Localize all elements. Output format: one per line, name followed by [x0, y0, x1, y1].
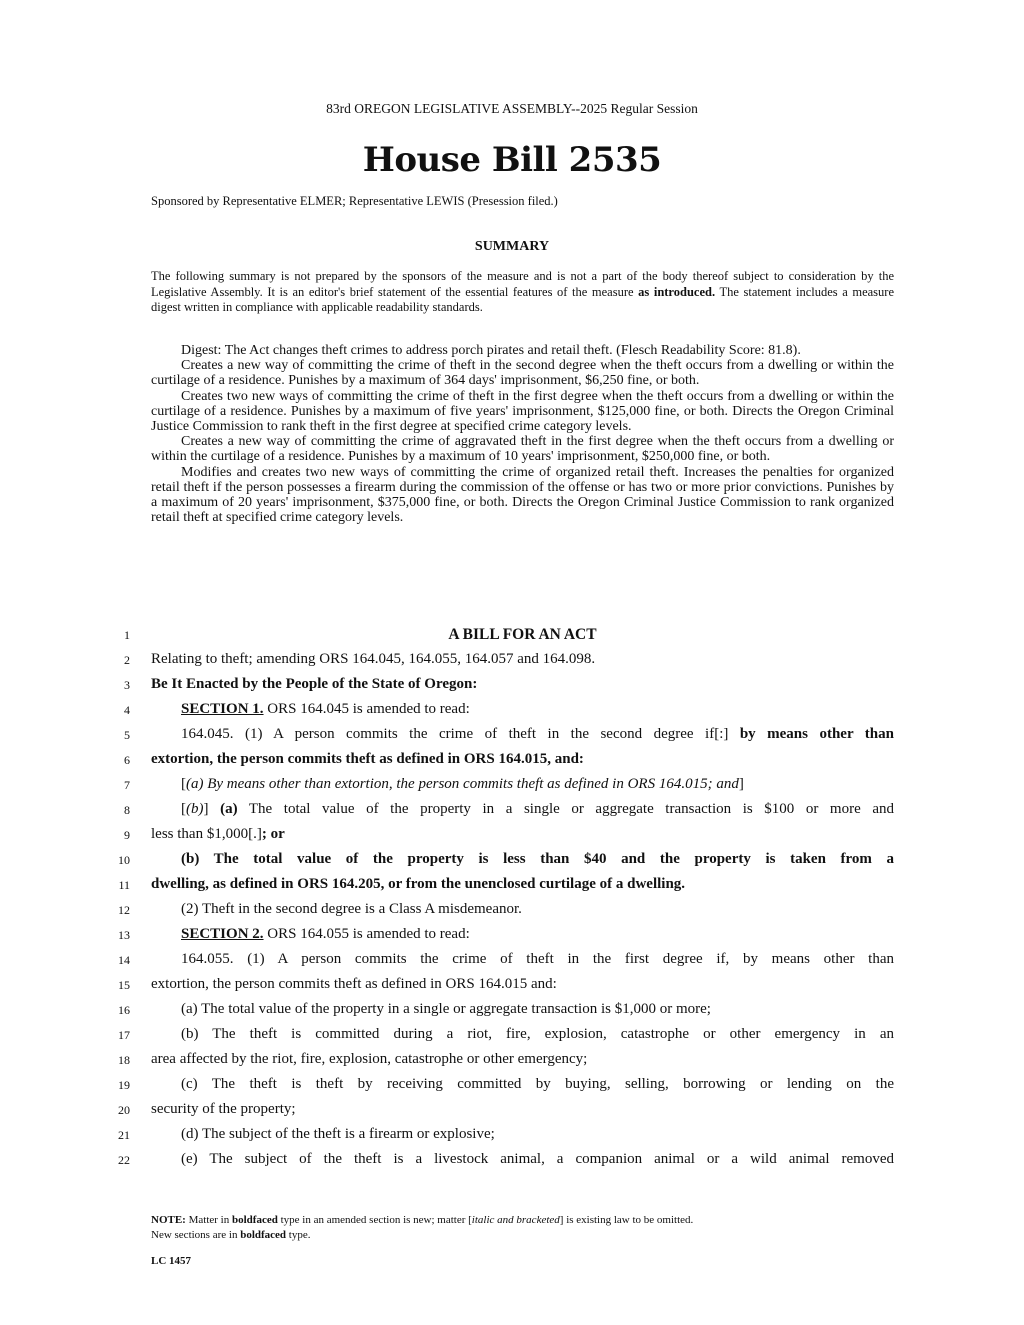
bill-line: [(b)] (a) The total value of the property in a single or aggregate transaction is $100 or more and: [181, 801, 894, 817]
line-number: 14: [118, 953, 130, 967]
sponsors-line: Sponsored by Representative ELMER; Representative LEWIS (Presession filed.): [151, 194, 558, 208]
digest-paragraph: Modifies and creates two new ways of committing the crime of organized retail theft. Increases the penalties for organized retail theft if the person possesses a firearm during the commission of the offense or has two or more prior convictions. Punishes by a maximum of 20 years' imprisonment, $375,000 fine, or both. Directs the Oregon Criminal Justice Commission to rank organized retail theft at specified crime category levels.: [151, 464, 894, 526]
lc-number: LC 1457: [151, 1255, 192, 1267]
line-number: 3: [124, 678, 130, 692]
line-number: 12: [118, 903, 130, 917]
bill-line: 164.045. (1) A person commits the crime of theft in the second degree if[:] by means other than: [181, 726, 894, 742]
line-number: 17: [118, 1028, 130, 1042]
bill-line: extortion, the person commits theft as defined in ORS 164.015, and:: [151, 751, 584, 767]
line-number: 5: [124, 728, 130, 742]
line-number: 6: [124, 753, 130, 767]
bill-line: 164.055. (1) A person commits the crime of theft in the first degree if, by means other than: [181, 951, 894, 967]
line-number: 4: [124, 703, 130, 717]
bill-line: [(a) By means other than extortion, the person commits theft as defined in ORS 164.015; and]: [181, 776, 744, 792]
digest: [151, 343, 894, 525]
bill-line: dwelling, as defined in ORS 164.205, or from the unenclosed curtilage of a dwelling.: [151, 876, 686, 892]
line-number: 15: [118, 978, 130, 992]
line-number: 13: [118, 928, 130, 942]
line-number: 2: [124, 653, 130, 667]
line-number: 18: [118, 1053, 130, 1067]
bill-title: House Bill 2535: [362, 140, 662, 180]
line-number: 8: [124, 803, 130, 817]
digest-paragraph: Digest: The Act changes theft crimes to address porch pirates and retail theft. (Flesch Readability Score: 81.8).: [181, 343, 801, 358]
summary-intro: The following summary is not prepared by the sponsors of the measure and is not a part of the body thereof subject to consideration by the Legislative Assembly. It is an editor's brief statement of the essential features of the measure as introduced. The statement includes a measure digest written in compliance with applicable readability standards.: [151, 269, 894, 315]
bill-line: (d) The subject of the theft is a firearm or explosive;: [181, 1126, 495, 1142]
bill-line: security of the property;: [151, 1101, 296, 1117]
bill-line: extortion, the person commits theft as defined in ORS 164.015 and:: [151, 976, 557, 992]
bill-line: less than $1,000[.]; or: [151, 826, 285, 842]
section-1-heading: SECTION 1. ORS 164.045 is amended to read:: [181, 701, 470, 717]
session-header: 83rd OREGON LEGISLATIVE ASSEMBLY--2025 Regular Session: [326, 101, 698, 116]
section-2-heading: SECTION 2. ORS 164.055 is amended to read:: [181, 926, 470, 942]
line-number: 7: [124, 778, 130, 792]
line-number: 19: [118, 1078, 130, 1092]
bill-line: (a) The total value of the property in a single or aggregate transaction is $1,000 or more;: [181, 1001, 711, 1017]
line-number: 22: [118, 1153, 130, 1167]
bill-line: (e) The subject of the theft is a livestock animal, a companion animal or a wild animal removed: [181, 1151, 894, 1167]
line-number: 16: [118, 1003, 130, 1017]
line-number: 11: [118, 878, 130, 892]
footer-note: NOTE: Matter in boldfaced type in an amended section is new; matter [italic and bracketed] is existing law to be omitted. New sections are in boldfaced type.: [151, 1214, 694, 1241]
line-number: 1: [124, 628, 130, 642]
bill-line: (b) The total value of the property is less than $40 and the property is taken from a: [181, 851, 894, 867]
relating-clause: Relating to theft; amending ORS 164.045, 164.055, 164.057 and 164.098.: [151, 651, 596, 667]
line-number: 20: [118, 1103, 130, 1117]
digest-paragraph: Creates a new way of committing the crime of theft in the second degree when the theft occurs from a dwelling or within the curtilage of a residence. Punishes by a maximum of 364 days' imprisonment, $6,250 fine, or both.: [151, 358, 894, 389]
line-number: 21: [118, 1128, 130, 1142]
bill-line: (2) Theft in the second degree is a Class A misdemeanor.: [181, 901, 522, 917]
digest-paragraph: Creates a new way of committing the crime of aggravated theft in the first degree when the theft occurs from a dwelling or within the curtilage of a residence. Punishes by a maximum of 10 years' imprisonment, $250,000 fine, or both.: [151, 434, 894, 465]
bill-line: (c) The theft is theft by receiving committed by buying, selling, borrowing or lending on the: [181, 1076, 894, 1092]
digest-paragraph: Creates two new ways of committing the crime of theft in the first degree when the theft occurs from a dwelling or within the curtilage of a residence. Punishes by a maximum of five years' imprisonment, $125,000 fine, or both. Directs the Oregon Criminal Justice Commission to rank theft in the first degree at specified crime category levels.: [151, 388, 894, 435]
enacting-clause: Be It Enacted by the People of the State of Oregon:: [151, 676, 478, 692]
bill-line: (b) The theft is committed during a riot, fire, explosion, catastrophe or other emergency in an: [181, 1026, 894, 1042]
line-number: 10: [118, 853, 130, 867]
bill-heading: A BILL FOR AN ACT: [448, 626, 597, 643]
line-number: 9: [124, 828, 130, 842]
summary-heading: SUMMARY: [474, 239, 550, 254]
bill-line: area affected by the riot, fire, explosion, catastrophe or other emergency;: [151, 1051, 588, 1067]
